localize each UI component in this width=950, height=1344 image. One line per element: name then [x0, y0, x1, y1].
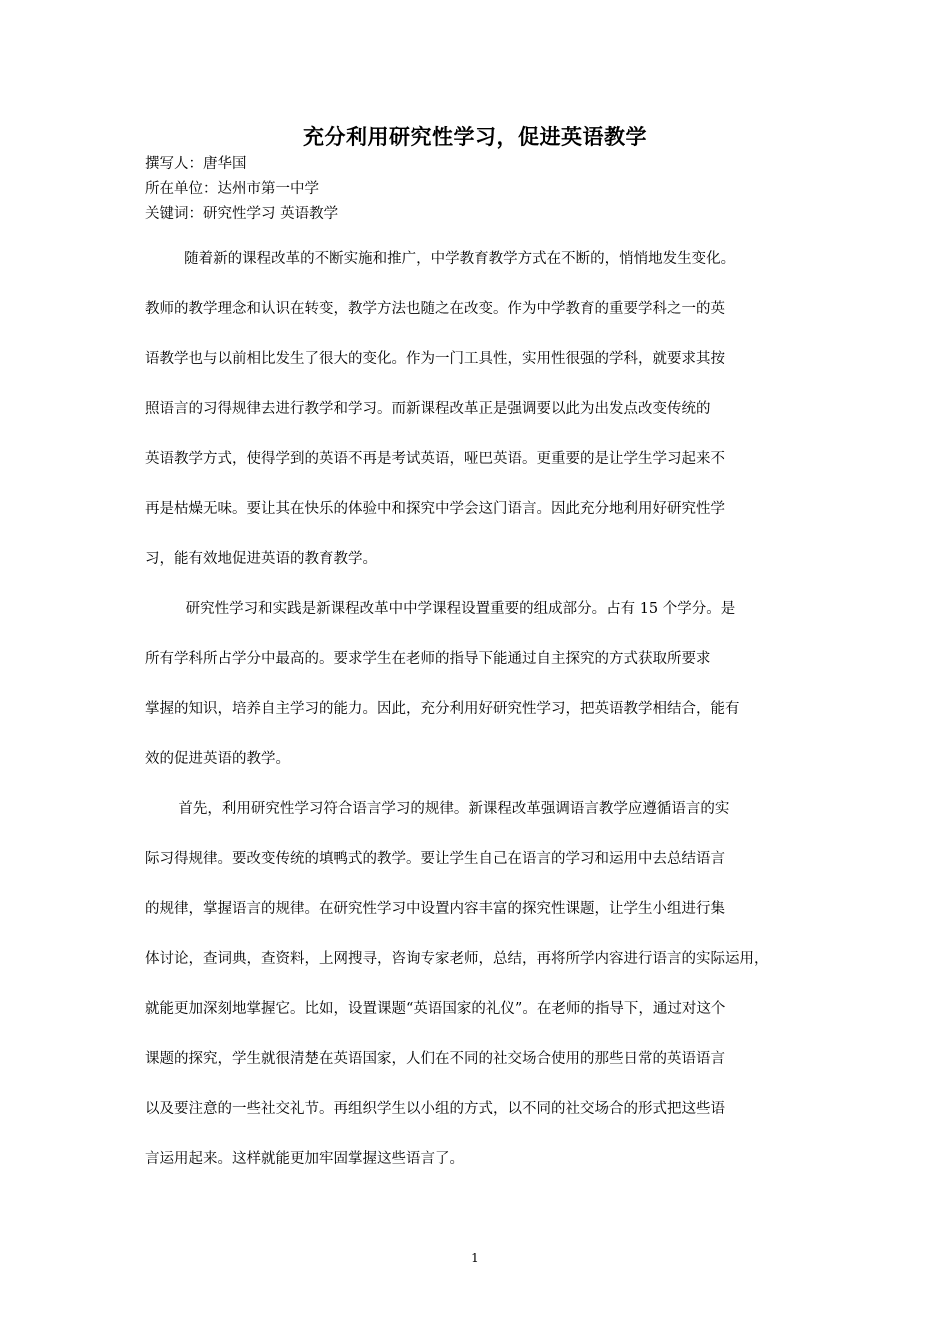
paragraph-line: 所有学科所占学分中最高的。要求学生在老师的指导下能通过自主探究的方式获取所要求: [145, 651, 711, 667]
paragraph-line: 语教学也与以前相比发生了很大的变化。作为一门工具性，实用性很强的学科，就要求其按: [145, 351, 725, 367]
document-meta: [145, 152, 805, 227]
paragraph-line: 以及要注意的一些社交礼节。再组织学生以小组的方式，以不同的社交场合的形式把这些语: [145, 1101, 725, 1117]
paragraph-line: 再是枯燥无味。要让其在快乐的体验中和探究中学会这门语言。因此充分地利用好研究性学: [145, 501, 725, 517]
paragraph-line: 效的促进英语的教学。: [145, 751, 290, 767]
paragraph-line: 随着新的课程改革的不断实施和推广，中学教育教学方式在不断的，悄悄地发生变化。: [184, 251, 736, 267]
paragraph-line: 研究性学习和实践是新课程改革中中学课程设置重要的组成部分。占有 15 个学分。是: [185, 601, 736, 617]
paragraph-line: 言运用起来。这样就能更加牢固掌握这些语言了。: [145, 1151, 464, 1167]
keywords-line: 关键词：研究性学习 英语教学: [145, 206, 339, 222]
paragraph: [145, 797, 807, 1197]
paragraph-line: 英语教学方式，使得学到的英语不再是考试英语，哑巴英语。更重要的是让学生学习起来不: [145, 451, 725, 467]
unit-line: 所在单位：达州市第一中学: [145, 181, 319, 197]
paragraph-line: 教师的教学理念和认识在转变，教学方法也随之在改变。作为中学教育的重要学科之一的英: [145, 301, 725, 317]
paragraph-line: 的规律，掌握语言的规律。在研究性学习中设置内容丰富的探究性课题，让学生小组进行集: [145, 901, 725, 917]
page-number: 1: [471, 1251, 479, 1265]
paragraph: [145, 597, 807, 797]
paragraph-line: 照语言的习得规律去进行教学和学习。而新课程改革正是强调要以此为出发点改变传统的: [145, 401, 711, 417]
paragraph-line: 体讨论，查词典，查资料，上网搜寻，咨询专家老师，总结，再将所学内容进行语言的实际运用，: [145, 951, 769, 967]
paragraph-line: 首先，利用研究性学习符合语言学习的规律。新课程改革强调语言教学应遵循语言的实: [178, 801, 730, 817]
paragraph: [145, 247, 807, 597]
paragraph-line: 课题的探究，学生就很清楚在英语国家，人们在不同的社交场合使用的那些日常的英语语言: [145, 1051, 725, 1067]
document-title: 充分利用研究性学习，促进英语教学: [303, 124, 647, 149]
author-line: 撰写人：唐华国: [145, 156, 247, 172]
paragraph-line: 就能更加深刻地掌握它。比如，设置课题“英语国家的礼仪”。在老师的指导下，通过对这个: [145, 1001, 726, 1017]
paragraph-line: 际习得规律。要改变传统的填鸭式的教学。要让学生自己在语言的学习和运用中去总结语言: [145, 851, 725, 867]
paragraph-line: 习，能有效地促进英语的教育教学。: [145, 551, 377, 567]
document-body: [145, 247, 807, 1197]
paragraph-line: 掌握的知识，培养自主学习的能力。因此，充分利用好研究性学习，把英语教学相结合，能有: [145, 701, 740, 717]
